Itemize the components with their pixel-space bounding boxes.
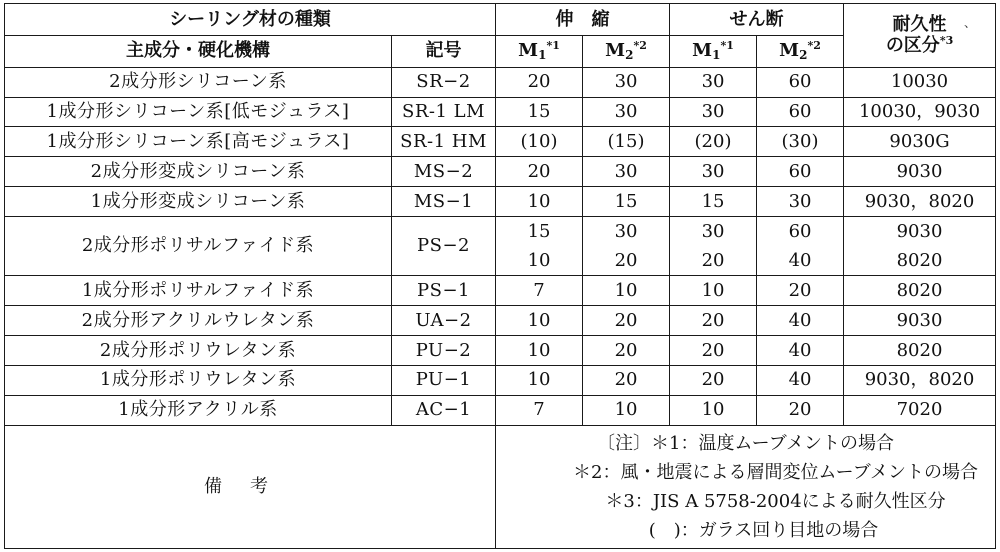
durability-class: 9030: [844, 306, 996, 336]
header-shear-m1: $M_1^{*1}$: [670, 35, 757, 67]
sealant-name: 1成分形シリコーン系[高モジュラス]: [5, 127, 392, 157]
shear-m1: 10: [670, 395, 757, 425]
table-row: [5, 157, 996, 187]
elongation-m1: 10: [496, 336, 583, 366]
durability-class: 10030，9030: [844, 97, 996, 127]
elongation-m2: 20: [583, 306, 670, 336]
shear-m2: 60 40: [757, 216, 844, 276]
shear-m1: 20: [670, 336, 757, 366]
shear-m2: 60: [757, 67, 844, 97]
note-line: ＊3：JIS A 5758-2004による耐久性区分: [605, 490, 946, 512]
shear-m1: 30 20: [670, 216, 757, 276]
table-row: [5, 97, 996, 127]
sealant-name: 1成分形ポリサルファイド系: [5, 276, 392, 306]
sealant-name: 1成分形アクリル系: [5, 395, 392, 425]
shear-m2: 60: [757, 157, 844, 187]
durability-class: 9030G: [844, 127, 996, 157]
shear-m2: 40: [757, 336, 844, 366]
sealant-name: 2成分形ポリウレタン系: [5, 336, 392, 366]
sealant-code: PU−2: [392, 336, 496, 366]
elongation-m1: 15: [496, 97, 583, 127]
elongation-m2: 30 20: [583, 216, 670, 276]
sealant-code: SR−2: [392, 67, 496, 97]
elongation-m2: 20: [583, 365, 670, 395]
elongation-m2: 15: [583, 187, 670, 217]
sealant-code: PU−1: [392, 365, 496, 395]
elongation-m1: 20: [496, 67, 583, 97]
header-code: 記号: [392, 35, 496, 67]
shear-m2: 20: [757, 395, 844, 425]
shear-m2: 20: [757, 276, 844, 306]
elongation-m2: 10: [583, 276, 670, 306]
table-row-double: [5, 216, 996, 276]
shear-m1: 20: [670, 306, 757, 336]
table-row: [5, 336, 996, 366]
stray-mark: 、: [963, 16, 976, 30]
sealant-code: PS−1: [392, 276, 496, 306]
sealant-spec-table: [4, 3, 996, 549]
header-durability: [844, 4, 996, 68]
header-durability-note: *3: [939, 33, 954, 47]
shear-m1: 20: [670, 365, 757, 395]
durability-class: 9030 8020: [844, 216, 996, 276]
header-elongation-m2: $M_2^{*2}$: [583, 35, 670, 67]
header-row-1: [5, 4, 996, 36]
sealant-code: SR-1 HM: [392, 127, 496, 157]
sealant-code: AC−1: [392, 395, 496, 425]
durability-class: 7020: [844, 395, 996, 425]
sealant-name: 2成分形ポリサルファイド系: [5, 216, 392, 276]
elongation-m1: 10: [496, 306, 583, 336]
table-row: [5, 395, 996, 425]
elongation-m1: 7: [496, 395, 583, 425]
durability-class: 9030，8020: [844, 187, 996, 217]
sealant-code: UA−2: [392, 306, 496, 336]
elongation-m2: (15): [583, 127, 670, 157]
sealant-name: 2成分形変成シリコーン系: [5, 157, 392, 187]
elongation-m2: 20: [583, 336, 670, 366]
remarks-label: 備考: [5, 425, 496, 548]
table-row: [5, 365, 996, 395]
shear-m2: 30: [757, 187, 844, 217]
table-row: [5, 127, 996, 157]
note-line: ＊2：風・地震による層間変位ムーブメントの場合: [573, 461, 978, 483]
elongation-m1: 10: [496, 187, 583, 217]
elongation-m1: 10: [496, 365, 583, 395]
table-row: [5, 306, 996, 336]
shear-m1: 30: [670, 157, 757, 187]
durability-class: 8020: [844, 336, 996, 366]
table-row: [5, 187, 996, 217]
shear-m2: 40: [757, 306, 844, 336]
sealant-name: 1成分形変成シリコーン系: [5, 187, 392, 217]
sealant-name: 1成分形シリコーン系[低モジュラス]: [5, 97, 392, 127]
elongation-m2: 30: [583, 157, 670, 187]
shear-m1: (20): [670, 127, 757, 157]
sealant-name: 2成分形アクリルウレタン系: [5, 306, 392, 336]
shear-m1: 30: [670, 97, 757, 127]
durability-class: 10030: [844, 67, 996, 97]
header-shear-m2: $M_2^{*2}$: [757, 35, 844, 67]
shear-m2: 60: [757, 97, 844, 127]
sealant-code: SR-1 LM: [392, 97, 496, 127]
durability-class: 9030: [844, 157, 996, 187]
sealant-name: 1成分形ポリウレタン系: [5, 365, 392, 395]
durability-class: 9030，8020: [844, 365, 996, 395]
sealant-code: MS−1: [392, 187, 496, 217]
header-elongation: 伸 縮: [496, 4, 670, 36]
elongation-m2: 10: [583, 395, 670, 425]
elongation-m1: (10): [496, 127, 583, 157]
elongation-m1: 20: [496, 157, 583, 187]
header-component: 主成分・硬化機構: [5, 35, 392, 67]
header-durability-line1: 耐久性: [892, 14, 947, 36]
shear-m1: 30: [670, 67, 757, 97]
table-row: [5, 67, 996, 97]
elongation-m1: 7: [496, 276, 583, 306]
elongation-m2: 30: [583, 97, 670, 127]
sealant-name: 2成分形シリコーン系: [5, 67, 392, 97]
header-durability-line2: の区分: [885, 34, 940, 56]
remarks-row: [5, 425, 996, 548]
header-shear: せん断: [670, 4, 844, 36]
durability-class: 8020: [844, 276, 996, 306]
elongation-m1: 15 10: [496, 216, 583, 276]
shear-m2: 40: [757, 365, 844, 395]
shear-m1: 10: [670, 276, 757, 306]
header-sealant-type: シーリング材の種類: [5, 4, 496, 36]
elongation-m2: 30: [583, 67, 670, 97]
sealant-code: MS−2: [392, 157, 496, 187]
note-line: ( )：ガラス回り目地の場合: [648, 519, 879, 541]
shear-m1: 15: [670, 187, 757, 217]
note-line: 〔注〕＊1：温度ムーブメントの場合: [597, 432, 894, 454]
shear-m2: (30): [757, 127, 844, 157]
table-row: [5, 276, 996, 306]
header-elongation-m1: $M_1^{*1}$: [496, 35, 583, 67]
sealant-code: PS−2: [392, 216, 496, 276]
remarks-notes: [496, 425, 996, 548]
